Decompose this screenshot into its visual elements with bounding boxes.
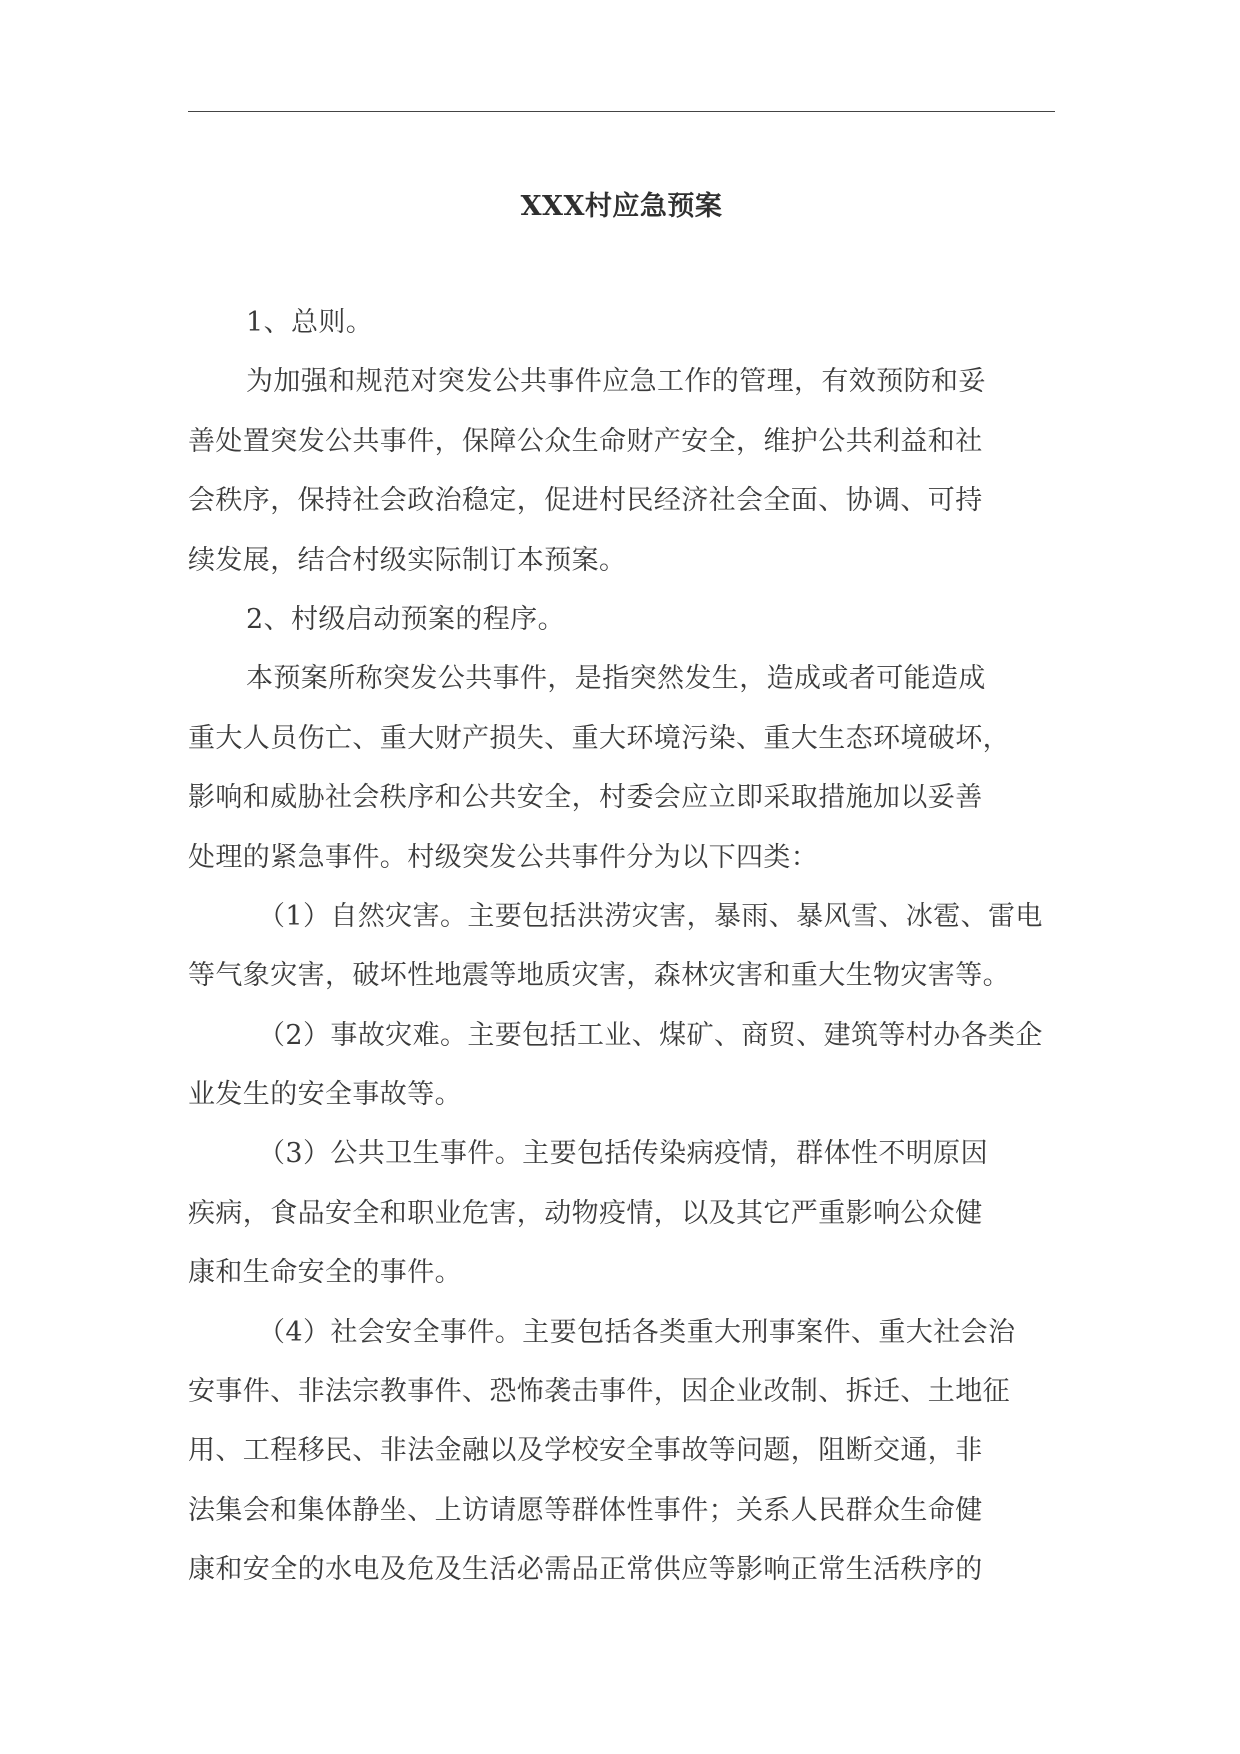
body-line: 2、村级启动预案的程序。 xyxy=(246,603,565,635)
body-line: 康和安全的水电及危及生活必需品正常供应等影响正常生活秩序的 xyxy=(188,1554,983,1586)
document-title: XXX村应急预案 xyxy=(520,191,723,222)
body-line: （1）自然灾害。主要包括洪涝灾害，暴雨、暴风雪、冰雹、雷电 xyxy=(258,900,1043,932)
body-line: 重大人员伤亡、重大财产损失、重大环境污染、重大生态环境破坏， xyxy=(188,722,1010,754)
body-line: 1、总则。 xyxy=(246,307,374,338)
body-line: 影响和威胁社会秩序和公共安全，村委会应立即采取措施加以妥善 xyxy=(188,782,983,814)
body-line: 本预案所称突发公共事件，是指突然发生，造成或者可能造成 xyxy=(246,663,986,695)
body-line: 处理的紧急事件。村级突发公共事件分为以下四类： xyxy=(188,841,819,873)
body-line: 会秩序，保持社会政治稳定，促进村民经济社会全面、协调、可持 xyxy=(188,485,983,517)
body-line: 用、工程移民、非法金融以及学校安全事故等问题，阻断交通，非 xyxy=(188,1435,983,1467)
body-line: 善处置突发公共事件，保障公众生命财产安全，维护公共利益和社 xyxy=(188,425,983,457)
body-line: （2）事故灾难。主要包括工业、煤矿、商贸、建筑等村办各类企 xyxy=(258,1019,1043,1051)
body-line: 法集会和集体静坐、上访请愿等群体性事件；关系人民群众生命健 xyxy=(188,1494,983,1526)
body-line: 等气象灾害，破坏性地震等地质灾害，森林灾害和重大生物灾害等。 xyxy=(188,960,1010,992)
header-rule xyxy=(188,111,1055,112)
body-line: （3）公共卫生事件。主要包括传染病疫情，群体性不明原因 xyxy=(258,1138,988,1170)
body-line: （4）社会安全事件。主要包括各类重大刑事案件、重大社会治 xyxy=(258,1316,1016,1348)
body-line: 为加强和规范对突发公共事件应急工作的管理，有效预防和妥 xyxy=(246,366,986,398)
body-line: 疾病，食品安全和职业危害，动物疫情，以及其它严重影响公众健 xyxy=(188,1197,983,1229)
body-line: 续发展，结合村级实际制订本预案。 xyxy=(188,544,627,576)
body-line: 业发生的安全事故等。 xyxy=(188,1079,462,1111)
body-line: 康和生命安全的事件。 xyxy=(188,1257,462,1289)
body-line: 安事件、非法宗教事件、恐怖袭击事件，因企业改制、拆迁、土地征 xyxy=(188,1376,1010,1408)
document-body xyxy=(188,300,1058,1607)
